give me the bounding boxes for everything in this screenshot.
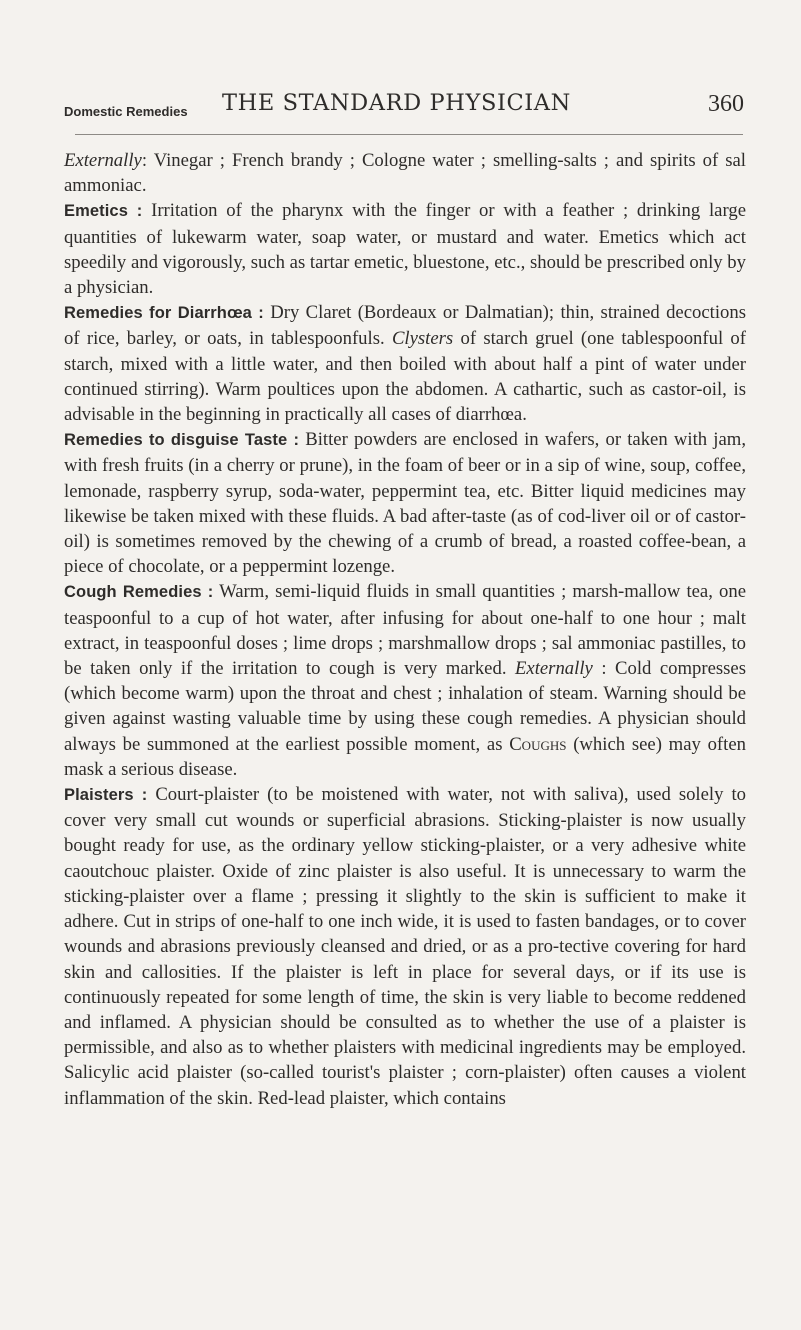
header-rule: [75, 134, 743, 135]
section-label: Domestic Remedies: [64, 104, 188, 119]
text-run: (which see) may often mask a serious disease.: [64, 733, 746, 780]
text-run: Externally: [514, 658, 593, 680]
paragraph-heading: Remedies to disguise Taste :: [64, 431, 300, 450]
paragraph-emetics: [64, 198, 746, 300]
text-run: Court-plaister (to be moistened with water, not with saliva), used solely to cover very small cut wounds or superficial abrasions. Sticking-plaister is now usually bought ready for use, as the ordinary yellow sticking-plaister, or a very adhesive white caoutchouc plaister. Oxide of zinc plaister is also useful. It is unnecessary to warm the sticking-plaister over a flame ; pressing it slightly to the skin is sufficient to make it adhere. Cut in strips of one-half to one inch wide, it is used to fasten bandages, or to cover wounds and abrasions previously cleansed and dried, or as a pro-tective covering for hard skin and callosities. If the plaister is left in place for several days, or if its use is continuously repeated for some length of time, the skin is very liable to become reddened and inflamed. A physician should be consulted as to whether the use of a plaister is permissible, and also as to whether plaisters with medicinal ingredients may be employed. Salicylic acid plaister (so-called tourist's plaister ; corn-plaister) often causes a violent inflammation of the skin. Red-lead plaister, which contains: [64, 784, 746, 1109]
book-title: THE STANDARD PHYSICIAN: [222, 90, 571, 116]
text-run: Irritation of the pharynx with the finger or with a feather ; drinking large quantities of lukewarm water, soap water, or mustard and water. Emetics which act speedily and vigorously, such as tartar emetic, bluestone, etc., should be prescribed only by a physician.: [64, 200, 747, 299]
text-run: Clysters: [391, 328, 454, 350]
text-run: of starch gruel (one tablespoonful of starch, mixed with a little water, and then boiled with about half a pint of water under continued stirring). Warm poultices upon the abdomen. A cathartic, such as castor-oil, is advisable in the beginning in practically all cases of diarrhœa.: [64, 328, 746, 426]
paragraph-disguise-taste: [64, 427, 746, 579]
text-run: Externally: [64, 150, 142, 171]
paragraph-heading: Plaisters :: [64, 786, 148, 805]
text-run: : Cold compresses (which become warm) upon the throat and chest ; inhalation of steam. Warning should be given against wasting valuable time by using these cough remedies. A physician should always be summoned at the earliest possible moment, as: [64, 658, 746, 755]
paragraph-heading: Remedies for Diarrhœa :: [64, 304, 264, 323]
text-run: Coughs: [509, 733, 567, 755]
text-run: Bitter powders are enclosed in wafers, or taken with jam, with fresh fruits (in a cherry or prune), in the foam of beer or in a sip of wine, soup, coffee, lemonade, raspberry syrup, soda-water, peppermint tea, etc. Bitter liquid medicines may likewise be taken mixed with these fluids. A bad after-taste (as of cod-liver oil or of castor-oil) is sometimes removed by the chewing of a crumb of bread, a roasted coffee-bean, a piece of chocolate, or a peppermint lozenge.: [64, 429, 746, 578]
text-run: : Vinegar ; French brandy ; Cologne water ; smelling-salts ; and spirits of sal ammoniac.: [64, 150, 746, 197]
paragraph-diarrhoea: [64, 300, 746, 427]
paragraph-externally: [64, 148, 746, 198]
running-head: [64, 90, 744, 130]
paragraph-heading: Emetics :: [64, 202, 143, 221]
text-run: Dry Claret (Bordeaux or Dalmatian); thin, strained decoctions of rice, barley, or oats, in tablespoonfuls.: [64, 302, 746, 350]
body-text: [64, 148, 746, 1111]
paragraph-plaisters: [64, 782, 746, 1111]
paragraph-heading: Cough Remedies :: [64, 583, 214, 602]
page-number: 360: [708, 91, 744, 117]
text-run: Warm, semi-liquid fluids in small quantities ; marsh-mallow tea, one teaspoonful to a cup of hot water, after infusing for about one-half to one hour ; malt extract, in teaspoonful doses ; lime drops ; marshmallow drops ; sal ammoniac pastilles, to be taken only if the irritation to cough is very marked.: [64, 581, 746, 680]
paragraph-cough-remedies: [64, 579, 746, 782]
